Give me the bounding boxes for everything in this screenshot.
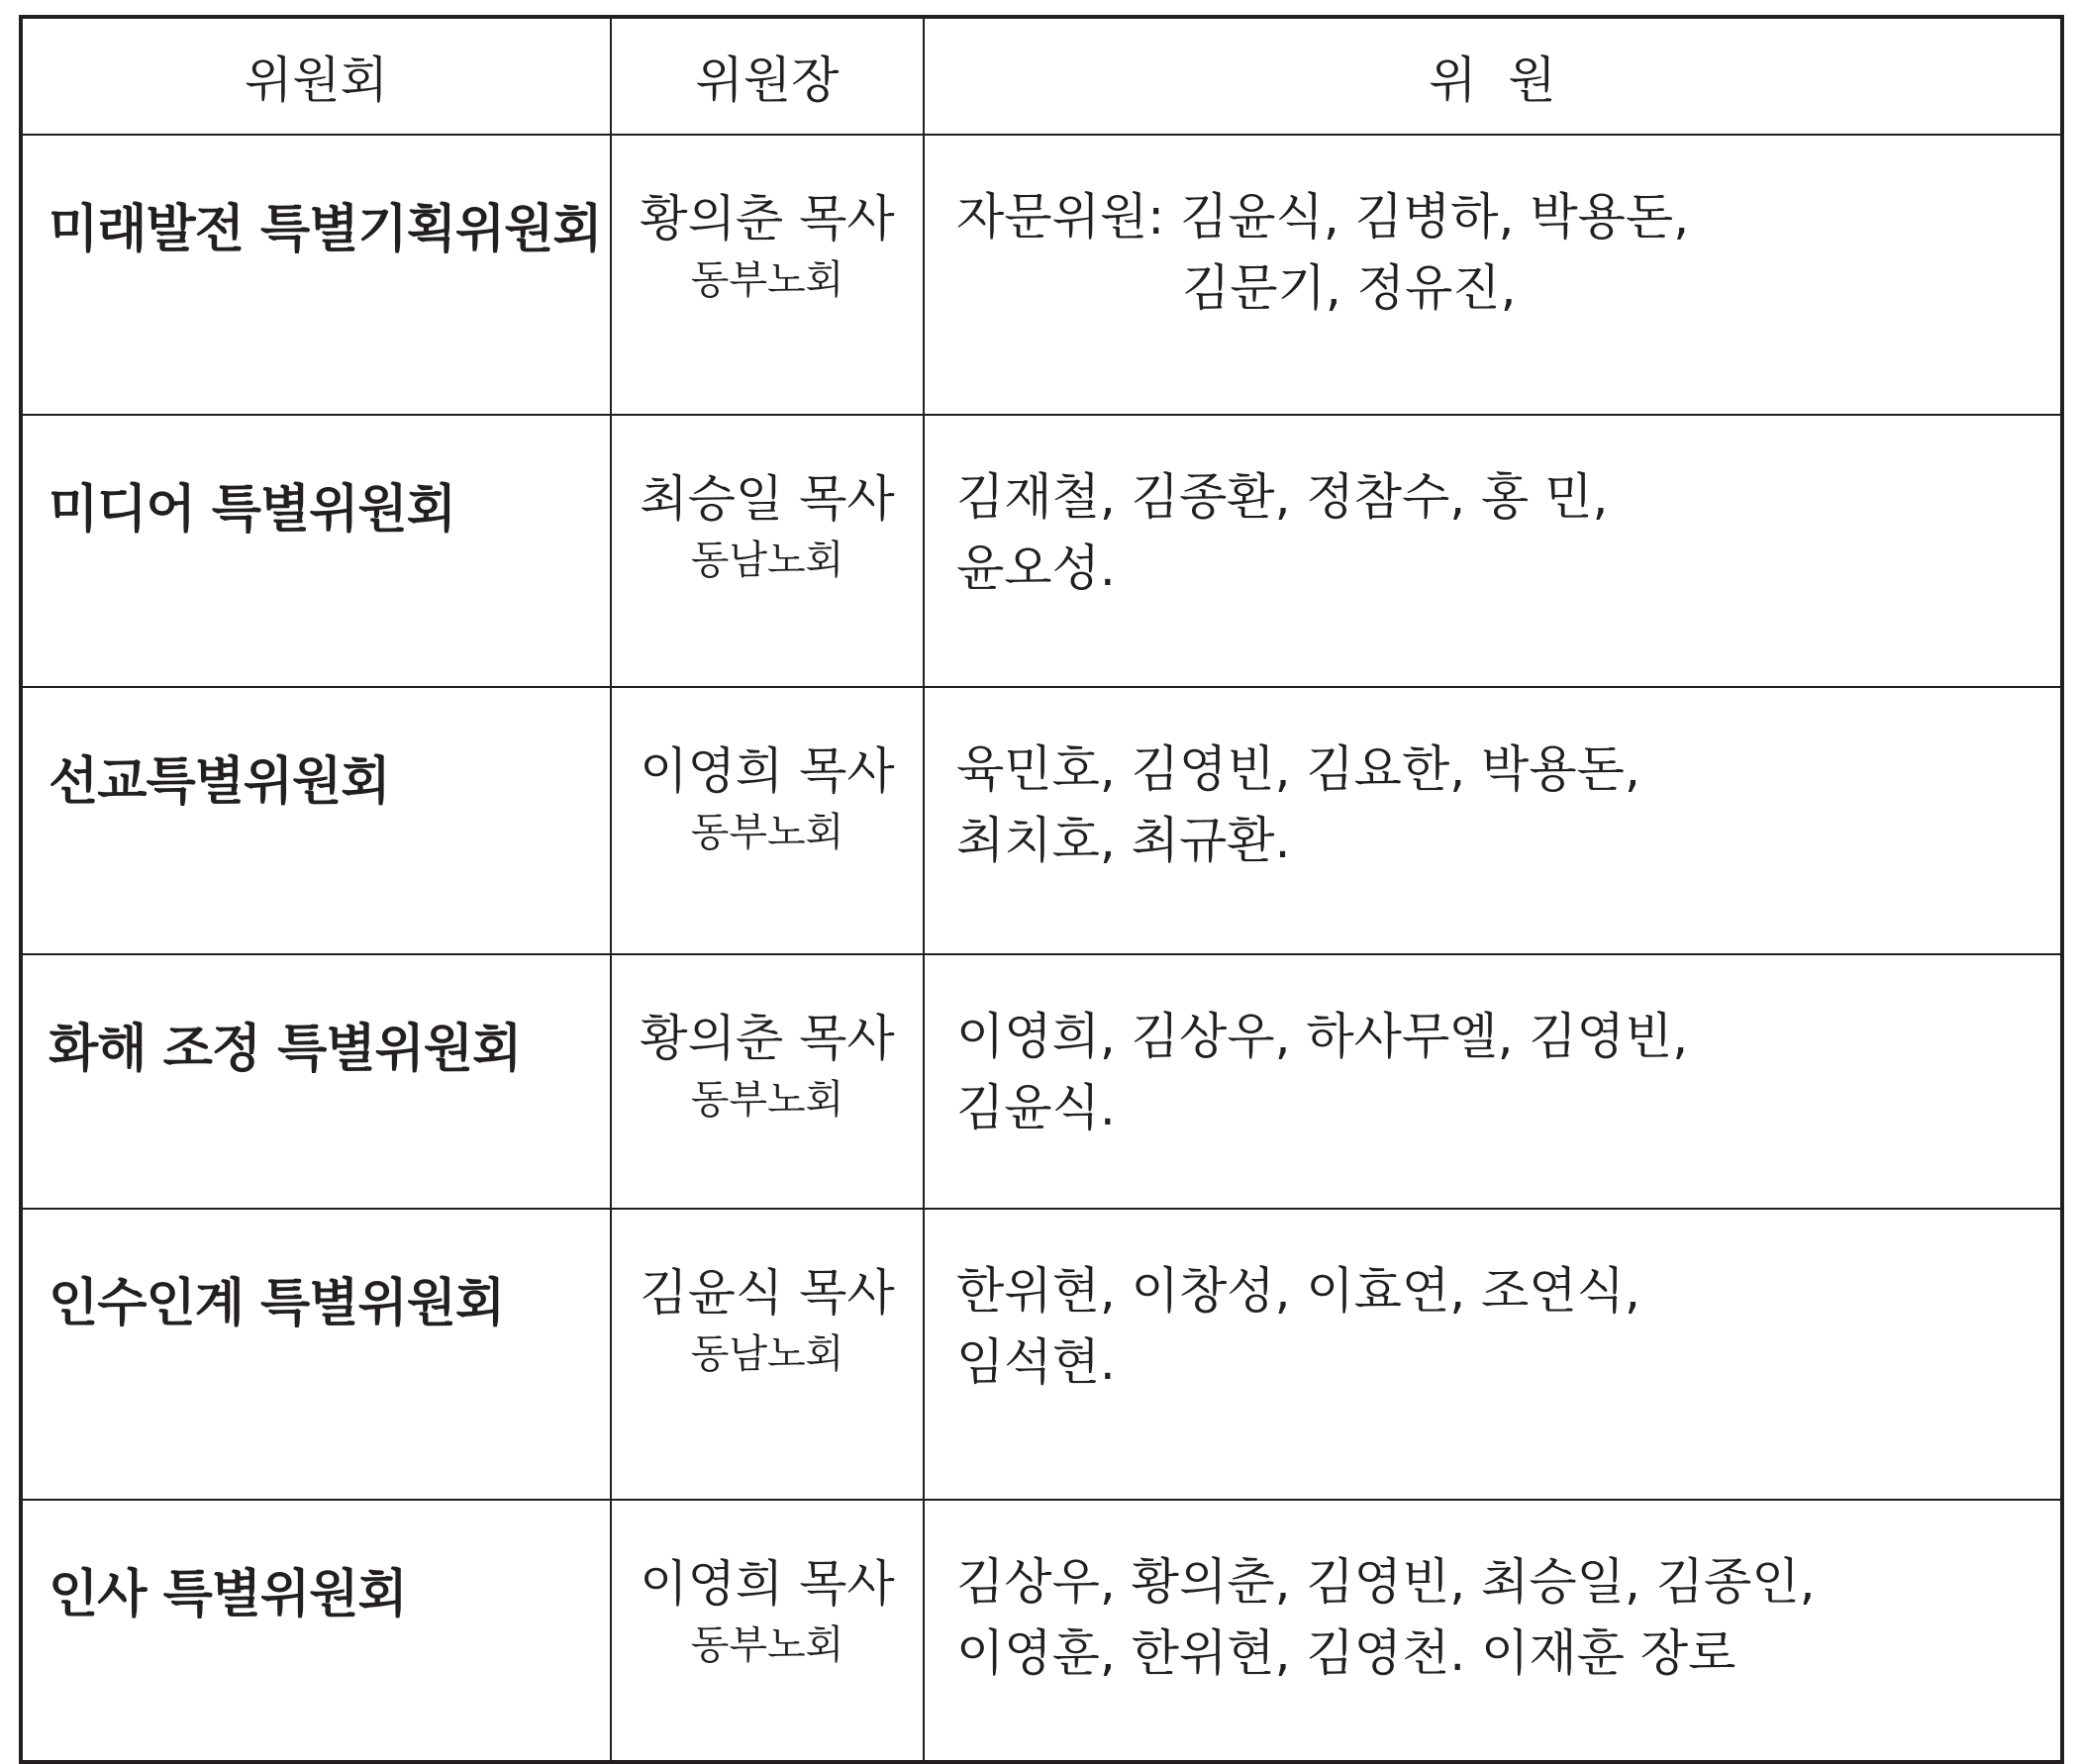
members-cell [924,415,2062,687]
chair-cell [611,415,924,687]
members-line: 이영희, 김상우, 하사무엘, 김영빈, [956,1008,1689,1065]
members-line [956,181,2060,252]
table-header-row [21,17,2062,135]
members-line: 최치호, 최규환. [956,812,1291,869]
chair-presbytery: 동부노회 [690,1077,844,1123]
members-cell [924,954,2062,1209]
committee-name: 미래발전 특별기획위원회 [21,135,611,415]
members-cell [924,687,2062,954]
members-line: 임석현. [956,1333,1116,1391]
members-line: 이영훈, 한위현, 김영천. 이재훈 장로 [956,1624,1736,1682]
advisory-members-label: 자문위원: [956,188,1180,245]
chair-presbytery: 동부노회 [690,810,844,855]
chair-cell [611,1209,924,1500]
members-line: 한위현, 이창성, 이효연, 조연식, [956,1262,1640,1320]
chair-name: 김윤식 목사 [640,1264,895,1322]
members-line: 김상우, 황의춘, 김영빈, 최승일, 김종인, [956,1553,1816,1611]
members-line: 육민호, 김영빈, 김요한, 박용돈, [956,740,1640,798]
members-line: 윤오성. [956,539,1116,597]
committee-name: 인사 특별위원회 [21,1500,611,1762]
members-line: 김윤식. [956,1079,1116,1136]
chair-presbytery: 동남노회 [690,538,844,583]
committee-name: 미디어 특별위원회 [21,415,611,687]
committee-table [19,15,2064,1764]
chair-presbytery: 동남노회 [690,1331,844,1377]
members-cell [924,1500,2062,1762]
chair-cell [611,954,924,1209]
chair-name: 최승일 목사 [640,470,895,528]
table-row [21,135,2062,415]
members-line-text: 김윤식, 김병하, 박용돈, [1179,188,1690,245]
chair-name: 황의춘 목사 [640,190,895,247]
chair-presbytery: 동부노회 [690,257,844,303]
table-row [21,1209,2062,1500]
members-line: 김재철, 김종환, 정참수, 홍 민, [956,468,1609,526]
chair-cell [611,687,924,954]
header-members: 위 원 [924,17,2062,135]
header-chair: 위원장 [611,17,924,135]
chair-name: 이영희 목사 [640,1555,895,1613]
committee-name: 인수인계 특별위원회 [21,1209,611,1500]
table-row [21,415,2062,687]
chair-name: 황의춘 목사 [640,1010,895,1067]
chair-cell [611,135,924,415]
table-row [21,954,2062,1209]
table-row [21,687,2062,954]
committee-name: 선교특별위원회 [21,687,611,954]
table-row [21,1500,2062,1762]
members-line: 김문기, 정유진, [1182,259,1517,317]
chair-cell [611,1500,924,1762]
header-committee: 위원회 [21,17,611,135]
chair-name: 이영희 목사 [640,742,895,800]
members-cell [924,1209,2062,1500]
committee-name: 화해 조정 특별위원회 [21,954,611,1209]
chair-presbytery: 동부노회 [690,1622,844,1668]
members-cell [924,135,2062,415]
